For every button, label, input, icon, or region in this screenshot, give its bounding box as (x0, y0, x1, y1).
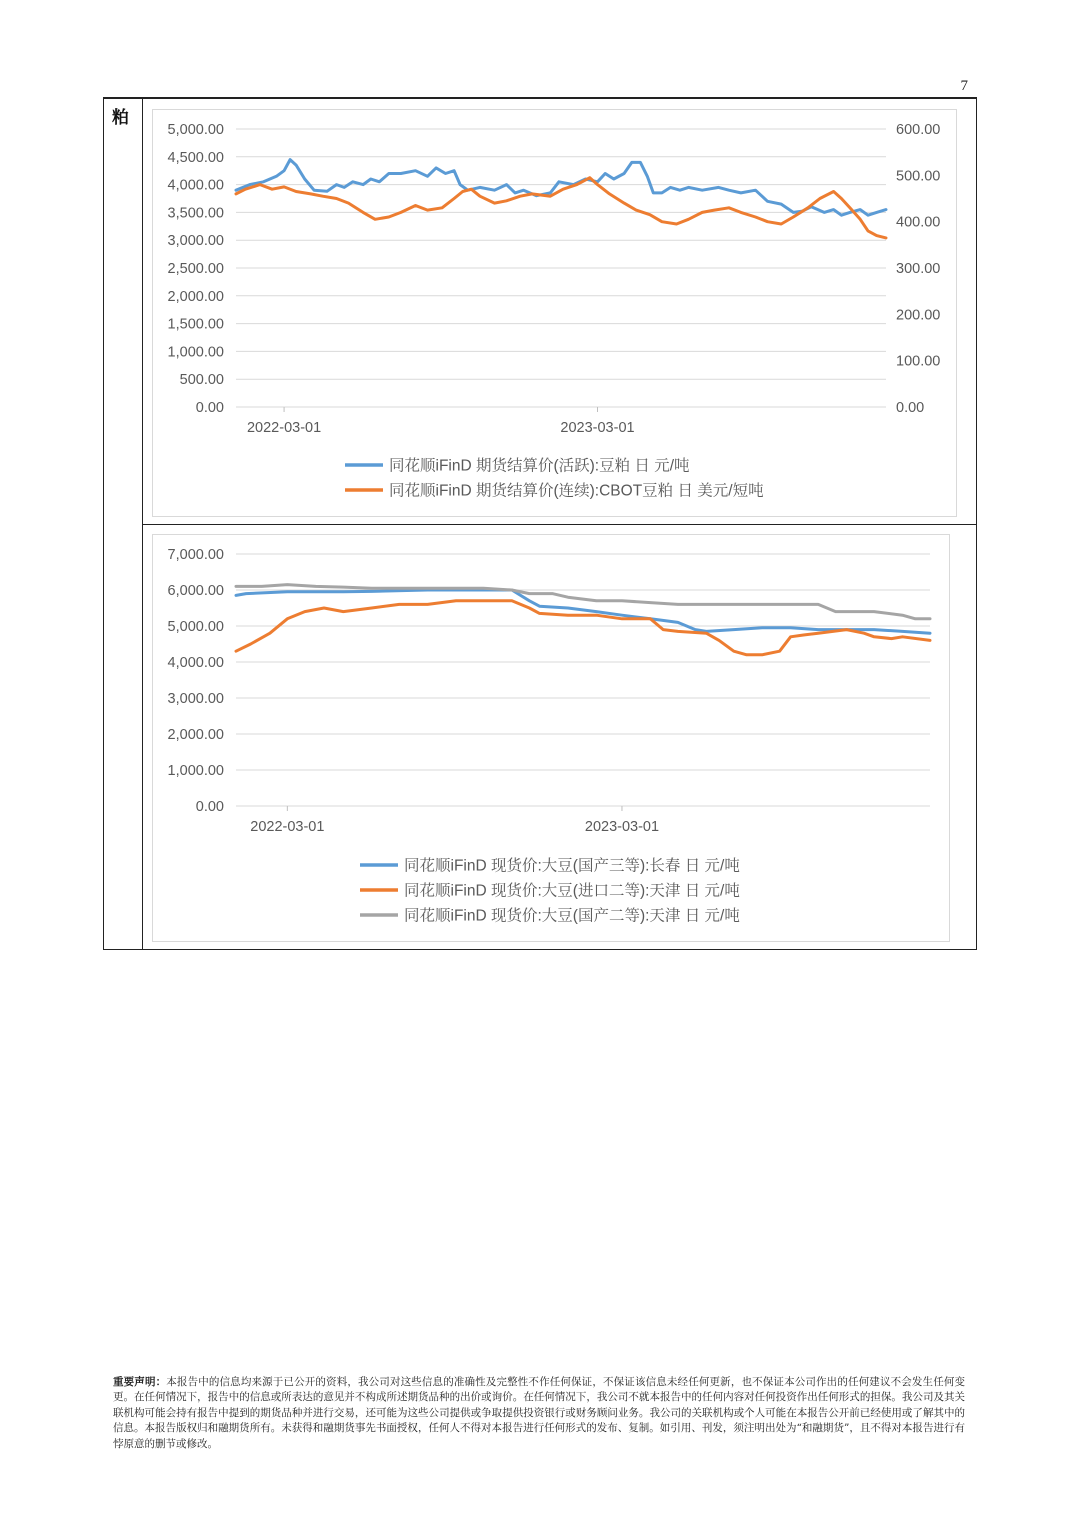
y2-tick-label: 0.00 (896, 400, 925, 416)
disclaimer-text: 本报告中的信息均来源于已公开的资料，我公司对这些信息的准确性及完整性不作任何保证，不保证该信息未经任何更新，也不保证本公司作出的任何建议不会发生任何变更。在任何情况下，报告中的信息或所表达的意见并不构成所述期货品种的出价或询价。在任何情况下，我公司不就本报告中的任何内容对任何投资作出任何形式的担保。我公司及其关联机构可能会持有报告中提到的期货品种并进行交易，还可能为这些公司提供或争取提供投资银行或财务顾问业务。我公司的关联机构或个人可能在本报告公开前已经使用或了解其中的信息。本报告版权归和融期货所有。未获得和融期货事先书面授权，任何人不得对本报告进行任何形式的发布、复制。如引用、刊发，须注明出处为“和融期货”，且不得对本报告进行有悖原意的删节或修改。 (113, 1376, 966, 1450)
y-tick-label: 3,500.00 (167, 205, 224, 222)
y2-tick-label: 600.00 (896, 122, 941, 138)
legend-entry: 同花顺iFinD 期货结算价(活跃):豆粕 日 元/吨 (389, 457, 690, 475)
y2-tick-label: 400.00 (896, 214, 941, 231)
y-tick-label: 2,000.00 (167, 727, 224, 743)
y-tick-label: 5,000.00 (167, 619, 224, 635)
table-row-divider (142, 524, 976, 525)
y-tick-label: 4,500.00 (167, 149, 224, 166)
y-tick-label: 6,000.00 (167, 583, 224, 599)
y2-tick-label: 100.00 (896, 353, 941, 370)
section-label: 粕 (112, 108, 129, 128)
y-tick-label: 5,000.00 (167, 122, 224, 138)
legend-entry: 同花顺iFinD 现货价:大豆(国产三等):长春 日 元/吨 (404, 857, 740, 875)
y-tick-label: 0.00 (195, 799, 224, 815)
y-tick-label: 2,500.00 (167, 261, 224, 277)
legend-entry: 同花顺iFinD 现货价:大豆(国产二等):天津 日 元/吨 (404, 907, 740, 925)
x-tick-label: 2023-03-01 (584, 819, 660, 835)
y-tick-label: 0.00 (195, 400, 224, 416)
y2-tick-label: 200.00 (896, 307, 941, 324)
y-tick-label: 1,000.00 (167, 344, 224, 361)
y-tick-label: 4,000.00 (167, 177, 224, 194)
soymeal-futures-chart-svg (153, 110, 956, 516)
x-tick-label: 2023-03-01 (560, 420, 635, 436)
series-line-1 (236, 160, 886, 216)
y-tick-label: 3,000.00 (167, 233, 224, 250)
soybean-spot-chart-svg (153, 535, 949, 941)
y-tick-label: 1,000.00 (167, 763, 224, 779)
disclaimer-heading: 重要声明： (113, 1376, 167, 1388)
x-tick-label: 2022-03-01 (250, 819, 325, 835)
y-tick-label: 500.00 (179, 372, 224, 389)
y-tick-label: 1,500.00 (167, 316, 224, 333)
y-tick-label: 4,000.00 (167, 655, 224, 671)
y2-tick-label: 300.00 (896, 261, 941, 277)
legend-entry: 同花顺iFinD 现货价:大豆(进口二等):天津 日 元/吨 (404, 882, 740, 900)
y-tick-label: 3,000.00 (167, 691, 224, 707)
y-tick-label: 7,000.00 (167, 547, 224, 563)
disclaimer (113, 1375, 965, 1452)
soybean-spot-chart (152, 534, 950, 942)
legend-entry: 同花顺iFinD 期货结算价(连续):CBOT豆粕 日 美元/短吨 (389, 482, 764, 500)
y2-tick-label: 500.00 (896, 168, 941, 185)
page-number: 7 (960, 78, 968, 94)
y-tick-label: 2,000.00 (167, 288, 224, 305)
x-tick-label: 2022-03-01 (246, 420, 322, 436)
soymeal-futures-chart (152, 109, 957, 517)
